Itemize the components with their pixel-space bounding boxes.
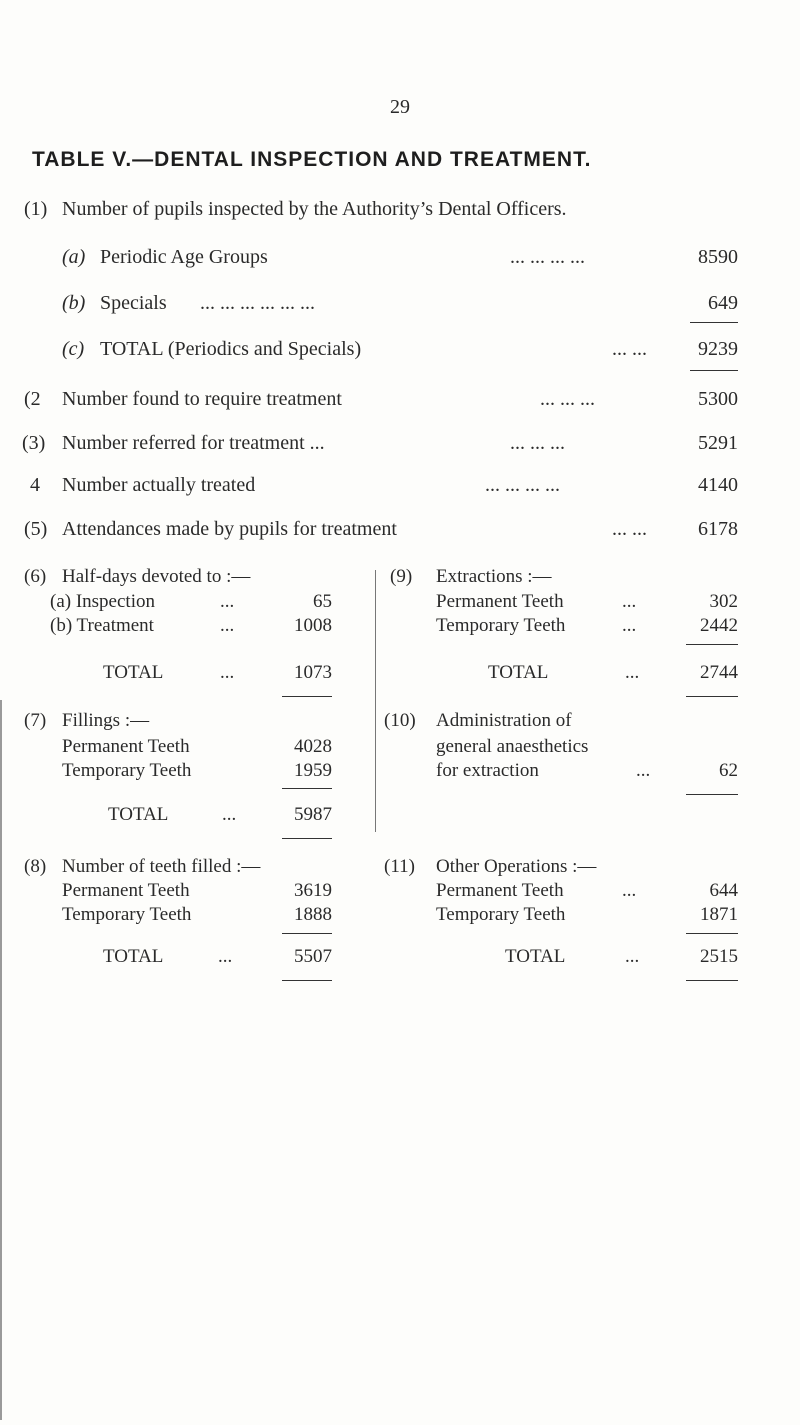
item9-row-dots: ... [622, 615, 637, 636]
item4-label: Number actually treated [62, 474, 256, 496]
divider [282, 933, 332, 934]
divider [282, 980, 332, 981]
item11-marker: (11) [384, 856, 415, 877]
item1c-label: TOTAL (Periodics and Specials) [100, 338, 362, 360]
item1-marker: (1) [24, 198, 48, 220]
item5-value: 6178 [698, 518, 738, 540]
item1c-value: 9239 [698, 338, 738, 360]
item9-row-label: Temporary Teeth [436, 615, 566, 636]
item10-line2: general anaesthetics [436, 736, 589, 757]
item6-row-value: 1008 [294, 615, 332, 636]
divider [686, 644, 738, 645]
item3-marker: (3) [22, 432, 46, 454]
item9-total-value: 2744 [700, 662, 738, 683]
item4-dots: ... ... ... ... [485, 474, 560, 496]
divider [686, 696, 738, 697]
item6-row-label: (a) Inspection [50, 591, 155, 612]
item3-value: 5291 [698, 432, 738, 454]
item6-total-dots: ... [220, 662, 235, 683]
item5-dots: ... ... [612, 518, 647, 540]
item6-marker: (6) [24, 566, 47, 587]
item10-value: 62 [719, 760, 738, 781]
item2-dots: ... ... ... [540, 388, 595, 410]
item8-row-label: Temporary Teeth [62, 904, 192, 925]
item1a-label: Periodic Age Groups [100, 246, 268, 268]
item9-row-dots: ... [622, 591, 637, 612]
item1c-dots: ... ... [612, 338, 647, 360]
item6-label: Half-days devoted to :— [62, 566, 251, 587]
item2-value: 5300 [698, 388, 738, 410]
item10-marker: (10) [384, 710, 416, 731]
item11-row-label: Temporary Teeth [436, 904, 566, 925]
item11-total-value: 2515 [700, 946, 738, 967]
item11-label: Other Operations :— [436, 856, 597, 877]
item10-line3: for extraction [436, 760, 539, 781]
item8-row-label: Permanent Teeth [62, 880, 190, 901]
page-edge [0, 700, 2, 1420]
page-number: 29 [390, 96, 410, 118]
item11-total-label: TOTAL [505, 946, 566, 967]
divider [686, 933, 738, 934]
item7-marker: (7) [24, 710, 47, 731]
item8-marker: (8) [24, 856, 47, 877]
item1b-value: 649 [708, 292, 738, 314]
table-title: TABLE V.—DENTAL INSPECTION AND TREATMENT. [32, 148, 592, 171]
item6-row-dots: ... [220, 591, 235, 612]
item8-total-label: TOTAL [103, 946, 164, 967]
item5-marker: (5) [24, 518, 48, 540]
item7-total-dots: ... [222, 804, 237, 825]
item9-total-label: TOTAL [488, 662, 549, 683]
item9-row-value: 302 [709, 591, 738, 612]
item9-total-dots: ... [625, 662, 640, 683]
item1a-marker: (a) [62, 246, 86, 268]
item7-row-label: Temporary Teeth [62, 760, 192, 781]
item8-total-value: 5507 [294, 946, 332, 967]
item1a-value: 8590 [698, 246, 738, 268]
item7-row-label: Permanent Teeth [62, 736, 190, 757]
item8-total-dots: ... [218, 946, 233, 967]
item7-total-label: TOTAL [108, 804, 169, 825]
item2-marker: (2 [24, 388, 41, 410]
divider [686, 794, 738, 795]
item7-row-value: 4028 [294, 736, 332, 757]
item8-row-value: 3619 [294, 880, 332, 901]
item1c-marker: (c) [62, 338, 85, 360]
item8-row-value: 1888 [294, 904, 332, 925]
item1-label: Number of pupils inspected by the Authority’s Dental Officers. [62, 198, 567, 220]
item5-label: Attendances made by pupils for treatment [62, 518, 397, 540]
item11-total-dots: ... [625, 946, 640, 967]
divider [686, 980, 738, 981]
item3-dots: ... ... ... [510, 432, 565, 454]
divider [282, 696, 332, 697]
item9-row-label: Permanent Teeth [436, 591, 564, 612]
item6-row-dots: ... [220, 615, 235, 636]
item9-row-value: 2442 [700, 615, 738, 636]
item10-dots: ... [636, 760, 651, 781]
item11-row-value: 1871 [700, 904, 738, 925]
divider [282, 788, 332, 789]
item9-marker: (9) [390, 566, 413, 587]
item6-total-value: 1073 [294, 662, 332, 683]
item7-total-value: 5987 [294, 804, 332, 825]
item6-total-label: TOTAL [103, 662, 164, 683]
item3-label: Number referred for treatment ... [62, 432, 325, 454]
item11-row-label: Permanent Teeth [436, 880, 564, 901]
item10-line1: Administration of [436, 710, 572, 731]
item7-row-value: 1959 [294, 760, 332, 781]
item1b-label: Specials [100, 292, 167, 314]
item1a-dots: ... ... ... ... [510, 246, 585, 268]
item7-label: Fillings :— [62, 710, 150, 731]
item1b-dots: ... ... ... ... ... ... [200, 292, 315, 314]
item6-row-label: (b) Treatment [50, 615, 154, 636]
item2-label: Number found to require treatment [62, 388, 342, 410]
divider [282, 838, 332, 839]
item1b-marker: (b) [62, 292, 86, 314]
column-divider [375, 570, 376, 832]
item4-marker: 4 [30, 474, 40, 496]
divider [690, 370, 738, 371]
item6-row-value: 65 [313, 591, 332, 612]
item4-value: 4140 [698, 474, 738, 496]
item9-label: Extractions :— [436, 566, 552, 587]
item11-row-value: 644 [709, 880, 738, 901]
item11-row-dots: ... [622, 880, 637, 901]
item8-label: Number of teeth filled :— [62, 856, 261, 877]
divider [690, 322, 738, 323]
